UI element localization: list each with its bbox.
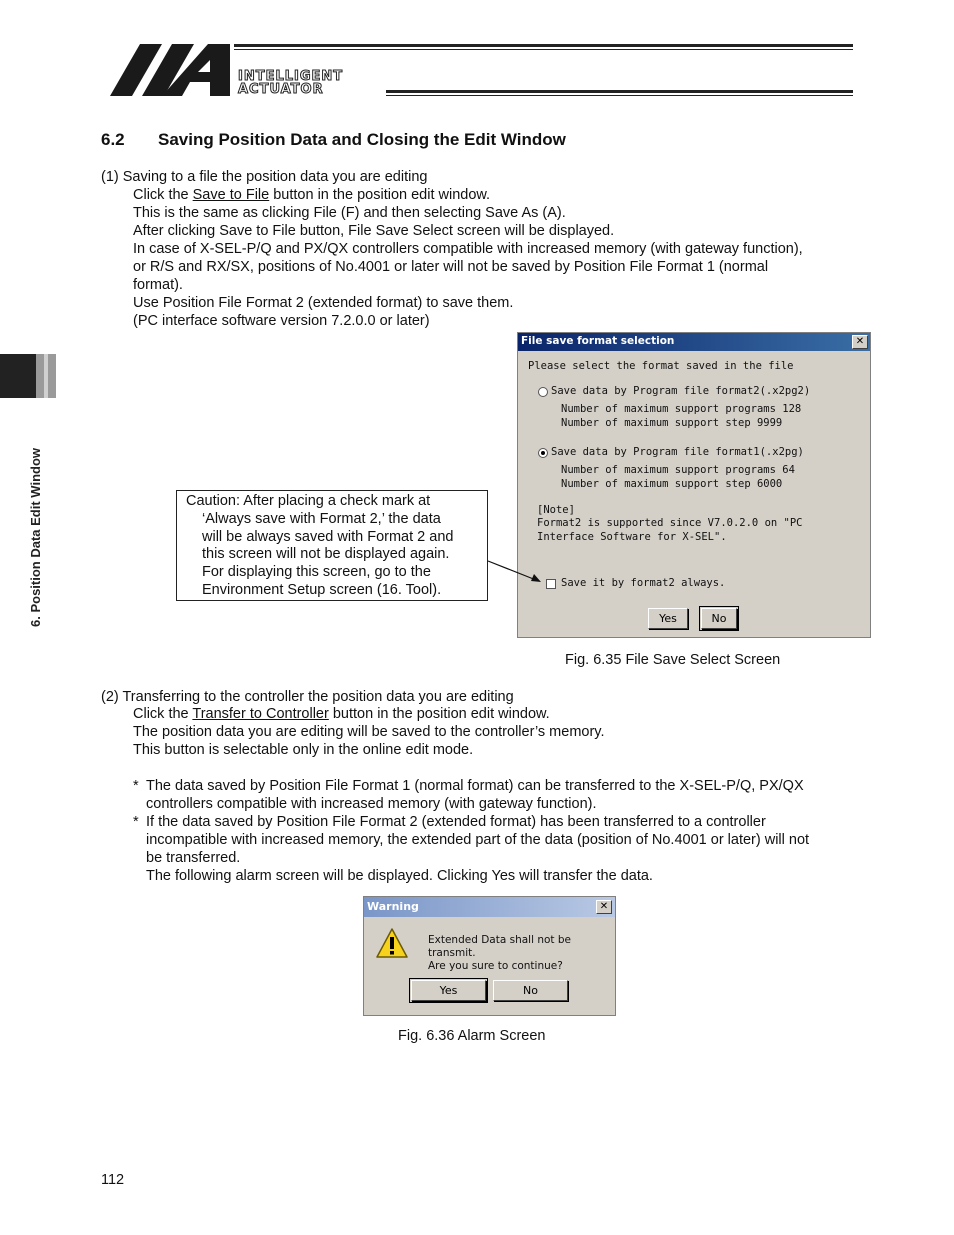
chapter-tab-marker [0,354,36,398]
caution-line3: will be always saved with Format 2 and [202,528,454,545]
chapter-side-label: 6. Position Data Edit Window [28,448,43,627]
dialog-title: File save format selection [521,335,675,347]
always-format2-label: Save it by format2 always. [561,577,726,589]
part2-line1-pre: Click the [133,706,193,722]
part1-line8: (PC interface software version 7.2.0.0 or later) [133,313,430,329]
note1-text [146,777,866,813]
note-line1: Format2 is supported since V7.0.2.0 on "PC [537,517,803,529]
yes-button[interactable]: Yes [648,608,688,629]
note-line2: Interface Software for X-SEL". [537,531,727,543]
format-prompt: Please select the format saved in the file [528,360,794,372]
part2-heading: (2) Transferring to the controller the position data you are editing [101,689,514,705]
warning-no-button[interactable]: No [493,980,568,1001]
part1-line1-post: button in the position edit window. [269,187,491,203]
note1-line1: The data saved by Position File Format 1 (normal format) can be transferred to the X-SEL-P/Q, PX/QX [146,778,804,794]
note2-line4: The following alarm screen will be displayed. Clicking Yes will transfer the data. [146,868,653,884]
figure-caption-636: Fig. 6.36 Alarm Screen [398,1028,546,1044]
part1-line7: Use Position File Format 2 (extended format) to save them. [133,295,514,311]
warning-yes-button[interactable]: Yes [411,980,486,1001]
figure-caption-635: Fig. 6.35 File Save Select Screen [565,652,781,668]
part1-text [133,186,873,330]
transfer-to-controller-link: Transfer to Controller [192,706,329,722]
file-save-format-dialog [517,332,871,638]
note2-line1: If the data saved by Position File Format 2 (extended format) has been transferred to a controller [146,814,766,830]
format1-steps: Number of maximum support step 6000 [561,478,783,490]
header-rule-bottom [386,90,853,93]
logo-line-1: INTELLIGENT [238,69,344,84]
note-heading: [Note] [537,504,575,516]
dialog-titlebar [518,333,870,351]
warning-icon [375,927,409,959]
note1-line2: controllers compatible with increased memory (with gateway function). [146,796,597,812]
format2-radio[interactable] [538,387,548,397]
caution-line2: ‘Always save with Format 2,’ the data [202,510,441,527]
part2-text [133,705,873,759]
format1-programs: Number of maximum support programs 64 [561,464,795,476]
section-heading: Saving Position Data and Closing the Edit Window [158,130,566,149]
part1-line1 [133,186,873,204]
warning-title: Warning [367,900,419,913]
section-number: 6.2 [101,130,125,149]
header-rule-bottom-thin [386,95,853,96]
format2-steps: Number of maximum support step 9999 [561,417,783,429]
warning-message-line2: Are you sure to continue? [428,960,563,972]
caution-box [176,490,488,601]
part1-line1-pre: Click the [133,187,193,203]
logo-line-2: ACTUATOR [238,82,324,97]
warning-dialog [363,896,616,1016]
format2-programs: Number of maximum support programs 128 [561,403,802,415]
part2-line1-post: button in the position edit window. [328,706,550,722]
part1-line3: After clicking Save to File button, File Save Select screen will be displayed. [133,223,615,239]
header-rule-top-thin [234,49,853,50]
note1-marker: * [133,778,139,794]
part1-line4: In case of X-SEL-P/Q and PX/QX controllers compatible with increased memory (with gateway function), [133,241,803,257]
format1-radio[interactable] [538,448,548,458]
note2-text [146,813,866,885]
part2-line3: This button is selectable only in the online edit mode. [133,742,474,758]
part1-line6: format). [133,277,183,293]
save-to-file-link: Save to File [192,187,270,203]
close-icon[interactable]: ✕ [596,900,612,914]
close-icon[interactable]: ✕ [852,335,868,349]
warning-message [428,934,615,973]
callout-arrow [486,558,546,586]
warning-message-line1: Extended Data shall not be transmit. [428,934,572,959]
warning-titlebar [364,897,615,917]
iai-logo [110,44,230,96]
format1-label: Save data by Program file format1(.x2pg) [551,446,804,458]
no-button[interactable]: No [701,608,737,629]
note2-marker: * [133,814,139,830]
page-number: 112 [101,1172,125,1188]
part1-line2: This is the same as clicking File (F) and then selecting Save As (A). [133,205,566,221]
caution-line6: Environment Setup screen (16. Tool). [202,581,442,598]
part1-heading: (1) Saving to a file the position data you are editing [101,169,428,185]
part1-line5: or R/S and RX/SX, positions of No.4001 or later will not be saved by Position File Format 1 (normal [133,259,769,275]
caution-line1: Caution: After placing a check mark at [186,493,431,509]
always-format2-checkbox[interactable] [546,579,556,589]
chapter-tab-strip [44,354,48,398]
note2-line3: be transferred. [146,850,241,866]
section-title [101,130,566,150]
header-rule-top [234,44,853,47]
caution-line5: For displaying this screen, go to the [202,564,431,581]
caution-line4: this screen will not be displayed again. [202,546,450,563]
logo-text [238,70,343,96]
format2-label: Save data by Program file format2(.x2pg2) [551,385,811,397]
part2-line2: The position data you are editing will be saved to the controller’s memory. [133,724,605,740]
part2-line1 [133,705,873,723]
note2-line2: incompatible with increased memory, the extended part of the data (position of No.4001 or later) will not [146,832,810,848]
